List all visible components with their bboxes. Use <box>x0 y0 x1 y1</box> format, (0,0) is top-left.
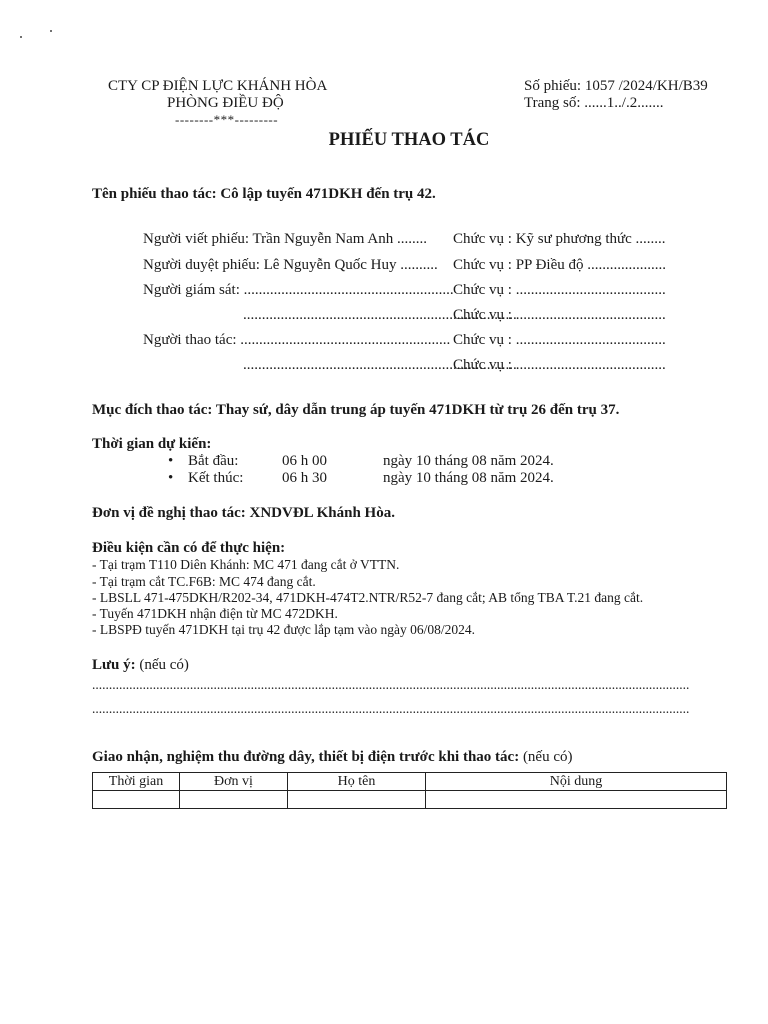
schedule-label: Thời gian dự kiến: <box>92 436 212 452</box>
condition-item: - Tại trạm cắt TC.F6B: MC 474 đang cắt. <box>92 574 316 589</box>
personnel-operator-extra-position: Chức vụ : ........................................ <box>453 357 666 373</box>
personnel-writer: Người viết phiếu: Trần Nguyễn Nam Anh ........ <box>143 231 427 247</box>
column-header-unit: Đơn vị <box>180 773 288 791</box>
schedule-end-date: ngày 10 tháng 08 năm 2024. <box>383 470 554 486</box>
column-header-content: Nội dung <box>426 773 727 791</box>
personnel-approver-position: Chức vụ : PP Điều độ ..................... <box>453 257 666 273</box>
purpose <box>92 402 619 419</box>
purpose-label: Mục đích thao tác: <box>92 402 213 418</box>
notes-hint: (nếu có) <box>139 657 189 673</box>
schedule-end-label: Kết thúc: <box>188 470 244 486</box>
handover <box>92 749 573 766</box>
table-cell <box>93 791 180 809</box>
conditions-label: Điều kiện cần có để thực hiện: <box>92 540 286 556</box>
schedule-end-time: 06 h 30 <box>282 470 327 486</box>
column-header-time: Thời gian <box>93 773 180 791</box>
personnel-supervisor-position: Chức vụ : ........................................ <box>453 282 666 298</box>
table-cell <box>288 791 426 809</box>
condition-item: - Tại trạm T110 Diên Khánh: MC 471 đang cắt ở VTTN. <box>92 557 400 572</box>
personnel-approver: Người duyệt phiếu: Lê Nguyễn Quốc Huy .......... <box>143 257 438 273</box>
notes-label: Lưu ý: <box>92 657 136 673</box>
condition-item: - Tuyến 471DKH nhận điện từ MC 472DKH. <box>92 606 338 621</box>
schedule-start-label: Bắt đầu: <box>188 453 239 469</box>
notes-line: ................................................................................................................................................................................. <box>92 701 690 716</box>
personnel-operator-position: Chức vụ : ........................................ <box>453 332 666 348</box>
personnel-supervisor-extra-position: Chức vụ : ........................................ <box>453 307 666 323</box>
ticket-number: Số phiếu: 1057 /2024/KH/B39 <box>524 78 708 94</box>
requesting-unit <box>92 505 395 522</box>
operation-name-value: Cô lập tuyến 471DKH đến trụ 42. <box>220 186 436 202</box>
schedule-start-date: ngày 10 tháng 08 năm 2024. <box>383 453 554 469</box>
handover-table <box>92 772 727 809</box>
personnel-writer-position: Chức vụ : Kỹ sư phương thức ........ <box>453 231 666 247</box>
document-title: PHIẾU THAO TÁC <box>328 130 490 150</box>
personnel-supervisor: Người giám sát: ........................................................ <box>143 282 454 298</box>
table-cell <box>426 791 727 809</box>
personnel-operator: Người thao tác: ........................................................ <box>143 332 451 348</box>
table-header-row <box>93 773 727 791</box>
handover-label: Giao nhận, nghiệm thu đường dây, thiết bị điện trước khi thao tác: <box>92 749 520 765</box>
column-header-name: Họ tên <box>288 773 426 791</box>
schedule-start-bullet: • <box>168 453 174 469</box>
requesting-unit-value: XNDVĐL Khánh Hòa. <box>249 505 395 521</box>
notes-line: ................................................................................................................................................................................. <box>92 677 690 692</box>
page-number: Trang số: ......1../.2....... <box>524 95 664 111</box>
operation-name <box>92 186 436 203</box>
condition-item: - LBSLL 471-475DKH/R202-34, 471DKH-474T2.NTR/R52-7 đang cắt; AB tổng TBA T.21 đang cắt. <box>92 590 644 605</box>
purpose-value: Thay sứ, dây dẫn trung áp tuyến 471DKH từ trụ 26 đến trụ 37. <box>215 402 620 418</box>
operation-name-label: Tên phiếu thao tác: <box>92 186 217 202</box>
requesting-unit-label: Đơn vị đề nghị thao tác: <box>92 505 246 521</box>
header-separator: --------***--------- <box>175 112 279 127</box>
handover-hint: (nếu có) <box>522 749 573 765</box>
scan-speck <box>50 30 52 32</box>
personnel-supervisor-extra: ......................................................................... <box>243 307 517 323</box>
table-row <box>93 791 727 809</box>
scan-speck <box>20 36 22 38</box>
condition-item: - LBSPĐ tuyến 471DKH tại trụ 42 được lắp tạm vào ngày 06/08/2024. <box>92 622 476 637</box>
schedule-end-bullet: • <box>168 470 174 486</box>
notes <box>92 657 189 674</box>
company-name: CTY CP ĐIỆN LỰC KHÁNH HÒA <box>108 78 328 94</box>
schedule-start-time: 06 h 00 <box>282 453 327 469</box>
table-cell <box>180 791 288 809</box>
personnel-operator-extra: ......................................................................... <box>243 357 517 373</box>
department-name: PHÒNG ĐIỀU ĐỘ <box>167 95 284 111</box>
